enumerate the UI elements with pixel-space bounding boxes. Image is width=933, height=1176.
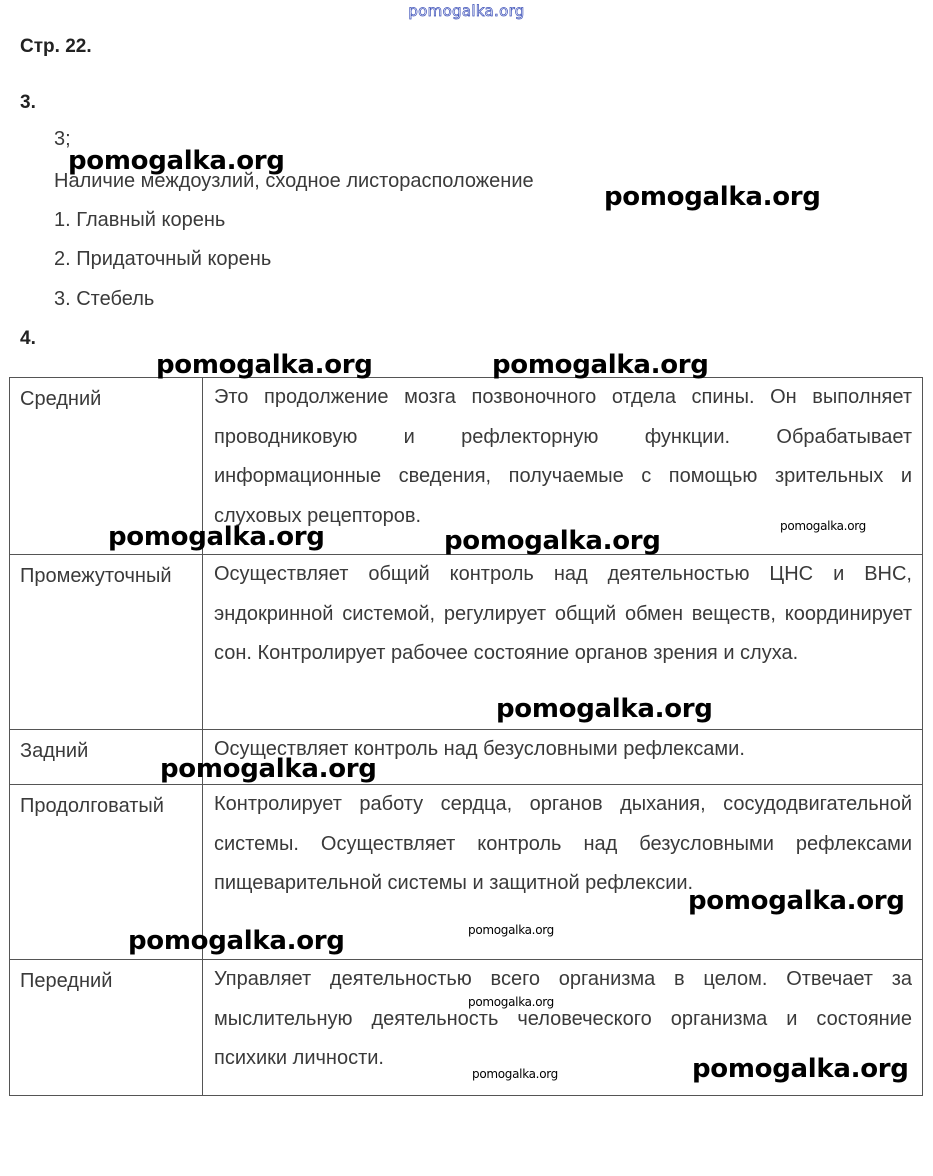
row-term: Продолговатый [10, 785, 203, 960]
site-watermark-header: pomogalka.org [408, 2, 525, 20]
watermark: pomogalka.org [604, 182, 821, 212]
watermark: pomogalka.org [68, 146, 285, 176]
row-term: Промежуточный [10, 555, 203, 730]
task-3-line: 3; [54, 128, 71, 150]
row-description: Осуществляет общий контроль над деятельностью ЦНС и ВНС, эндокринной системой, регулирует общий обмен веществ, координирует сон. Контролирует рабочее состояние органов зрения и слуха. [203, 555, 923, 730]
task-3-line: 1. Главный корень [54, 209, 226, 231]
watermark: pomogalka.org [692, 1054, 909, 1084]
watermark: pomogalka.org [156, 350, 373, 380]
row-term: Средний [10, 378, 203, 555]
row-description: Это продолжение мозга позвоночного отдела спины. Он выполняет проводниковую и рефлекторную функции. Обрабатывает информационные сведения, получаемые с помощью зрительных и слуховых рецепторов. [203, 378, 923, 555]
row-description: Контролирует работу сердца, органов дыхания, сосудодвигательной системы. Осуществляет контроль над безусловными рефлексами пищеварительной системы и защитной рефлексии. [203, 785, 923, 960]
watermark: pomogalka.org [688, 886, 905, 916]
row-description: Управляет деятельностью всего организма в целом. Отвечает за мыслительную деятельность человеческого организма и состояние психики личности. [203, 960, 923, 1096]
row-description: Осуществляет контроль над безусловными рефлексами. [203, 730, 923, 785]
watermark: pomogalka.org [468, 995, 554, 1009]
watermark: pomogalka.org [128, 926, 345, 956]
table-row [10, 555, 923, 730]
table-row [10, 730, 923, 785]
task-3-line: Наличие междоузлий, сходное листорасположение [54, 170, 534, 192]
task-3-number: 3. [20, 92, 36, 113]
watermark: pomogalka.org [160, 754, 377, 784]
watermark: pomogalka.org [780, 519, 866, 533]
brain-sections-table [9, 377, 923, 1096]
task-3-line: 2. Придаточный корень [54, 248, 272, 270]
row-term: Задний [10, 730, 203, 785]
page-label: Стр. 22. [20, 36, 92, 57]
watermark: pomogalka.org [496, 694, 713, 724]
watermark: pomogalka.org [444, 526, 661, 556]
watermark: pomogalka.org [108, 522, 325, 552]
watermark: pomogalka.org [468, 923, 554, 937]
task-3-line: 3. Стебель [54, 288, 155, 310]
watermark: pomogalka.org [472, 1067, 558, 1081]
watermark: pomogalka.org [492, 350, 709, 380]
row-term: Передний [10, 960, 203, 1096]
task-4-number: 4. [20, 328, 36, 349]
